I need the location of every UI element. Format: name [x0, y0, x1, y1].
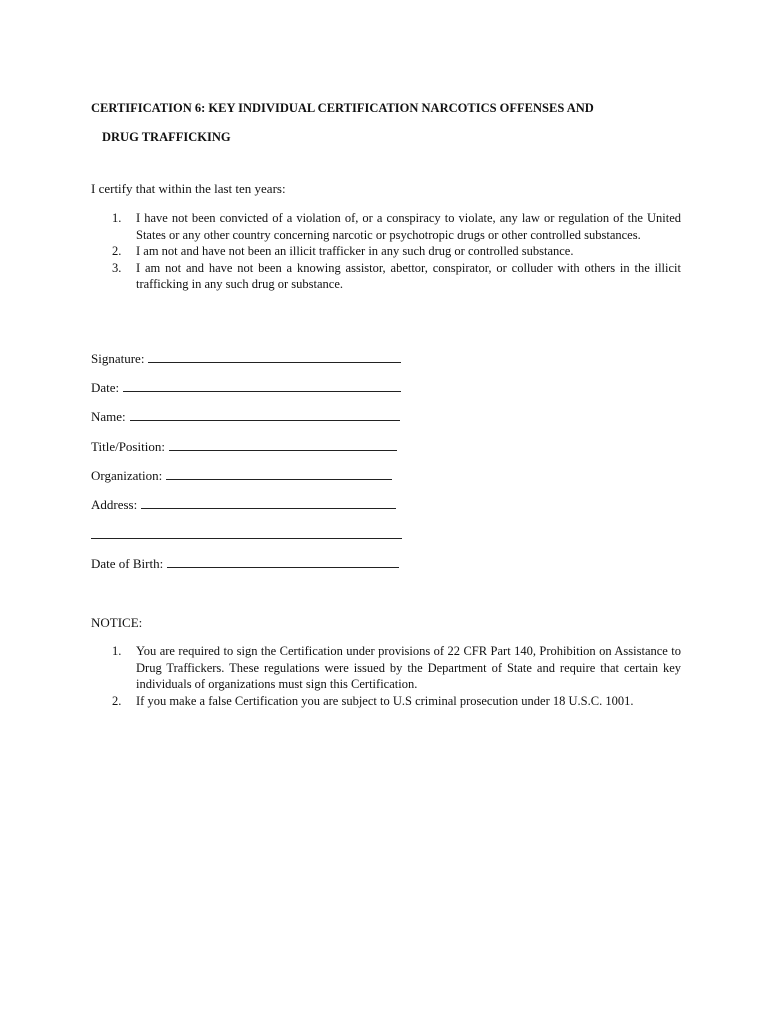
- organization-label: Organization:: [91, 468, 163, 483]
- item-text: If you make a false Certification you are subject to U.S criminal prosecution under 18 U.S.C. 1001.: [136, 693, 634, 708]
- address-line-1[interactable]: [141, 498, 396, 509]
- title-position-field[interactable]: [91, 439, 397, 455]
- notice-heading: NOTICE:: [91, 615, 143, 630]
- signature-label: Signature:: [91, 351, 145, 366]
- address-line-2[interactable]: [91, 528, 402, 539]
- title-line-1: CERTIFICATION 6: KEY INDIVIDUAL CERTIFICATION NARCOTICS OFFENSES AND: [91, 101, 594, 115]
- address-label: Address:: [91, 497, 138, 512]
- certification-item: [91, 243, 681, 260]
- document-title: [91, 94, 711, 152]
- organization-field[interactable]: [91, 468, 392, 484]
- item-number: 2.: [112, 244, 122, 259]
- date-field[interactable]: [91, 380, 401, 396]
- date-of-birth-field[interactable]: [91, 556, 399, 572]
- item-text: I am not and have not been a knowing assistor, abettor, conspirator, or colluder with others in the illicit trafficking in any such drug or substance.: [136, 260, 681, 292]
- certification-list: [91, 210, 681, 293]
- date-of-birth-label: Date of Birth:: [91, 556, 164, 571]
- item-number: 1.: [112, 644, 122, 658]
- name-field[interactable]: [91, 409, 400, 425]
- address-field[interactable]: [91, 497, 396, 513]
- notice-item: [91, 643, 681, 693]
- address-continuation-field[interactable]: [91, 527, 402, 543]
- date-line[interactable]: [123, 381, 401, 392]
- title-position-label: Title/Position:: [91, 439, 165, 454]
- intro-text: I certify that within the last ten years:: [91, 181, 286, 196]
- date-label: Date:: [91, 380, 120, 395]
- item-text: You are required to sign the Certification under provisions of 22 CFR Part 140, Prohibition on Assistance to Drug Traffickers. These regulations were issued by the Department of State and require that certain key individuals of organizations must sign this Certification.: [136, 644, 681, 692]
- item-number: 3.: [112, 260, 122, 275]
- item-text: I have not been convicted of a violation of, or a conspiracy to violate, any law or regulation of the United States or any other country concerning narcotic or psychotropic drugs or other controlled substances.: [136, 211, 681, 242]
- date-of-birth-line[interactable]: [167, 557, 399, 568]
- name-label: Name:: [91, 409, 126, 424]
- item-number: 1.: [112, 211, 122, 225]
- item-text: I am not and have not been an illicit trafficker in any such drug or controlled substance.: [136, 244, 574, 259]
- notice-list: [91, 643, 681, 709]
- certification-item: [91, 260, 681, 293]
- name-line[interactable]: [130, 410, 400, 421]
- organization-line[interactable]: [166, 469, 392, 480]
- item-number: 2.: [112, 693, 122, 708]
- notice-item: [91, 693, 681, 710]
- signature-field[interactable]: [91, 351, 401, 367]
- certification-item: [91, 210, 681, 243]
- title-line-2: DRUG TRAFFICKING: [102, 130, 231, 144]
- title-position-line[interactable]: [169, 440, 397, 451]
- signature-line[interactable]: [148, 352, 401, 363]
